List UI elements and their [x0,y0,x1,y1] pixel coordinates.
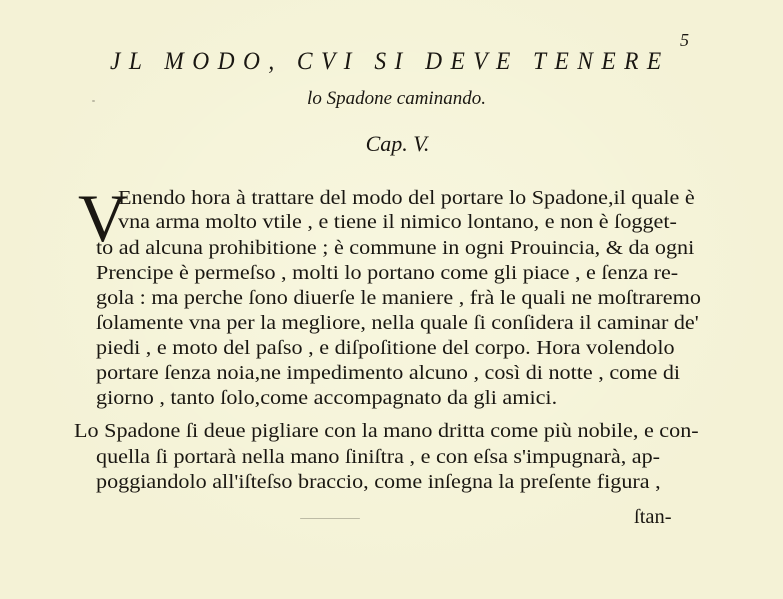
ink-speck [300,518,360,519]
catchword: ſtan- [634,506,672,528]
text-line: giorno , tanto ſolo,come accompagnato da gli amici. [96,387,558,409]
text-line: piedi , e moto del paſso , e diſpoſitione del corpo. Hora volendolo [96,337,675,359]
text-line: quella ſi portarà nella mano ſiniſtra , e con eſsa s'impugnarà, ap- [96,446,661,468]
ink-speck [92,100,95,102]
chapter-heading-subtitle: lo Spadone caminando. [307,88,486,109]
text-line: Enendo hora à trattare del modo del portare lo Spadone,il quale è [118,187,695,209]
chapter-number: Cap. V. [365,131,430,156]
text-line: poggiandolo all'iſteſso braccio, come inſegna la preſente figura , [96,471,661,493]
page-number: 5 [680,30,689,50]
text-line: to ad alcuna prohibitione ; è commune in ogni Prouincia, & da ogni [96,237,695,259]
drop-cap-initial: V [78,180,128,256]
text-line: vna arma molto vtile , e tiene il nimico lontano, e non è ſogget- [118,211,677,233]
text-line: gola : ma perche ſono diuerſe le maniere , frà le quali ne moſtraremo [96,287,701,309]
chapter-heading-title: JL MODO, CVI SI DEVE TENERE [110,48,670,75]
text-line: portare ſenza noia,ne impedimento alcuno , così di notte , come di [96,362,681,384]
text-line: ſolamente vna per la megliore, nella quale ſi conſidera il caminar de' [96,312,699,334]
text-line: Prencipe è permeſso , molti lo portano come gli piace , e ſenza re- [96,262,679,284]
text-line: Lo Spadone ſi deue pigliare con la mano dritta come più nobile, e con- [74,420,699,442]
